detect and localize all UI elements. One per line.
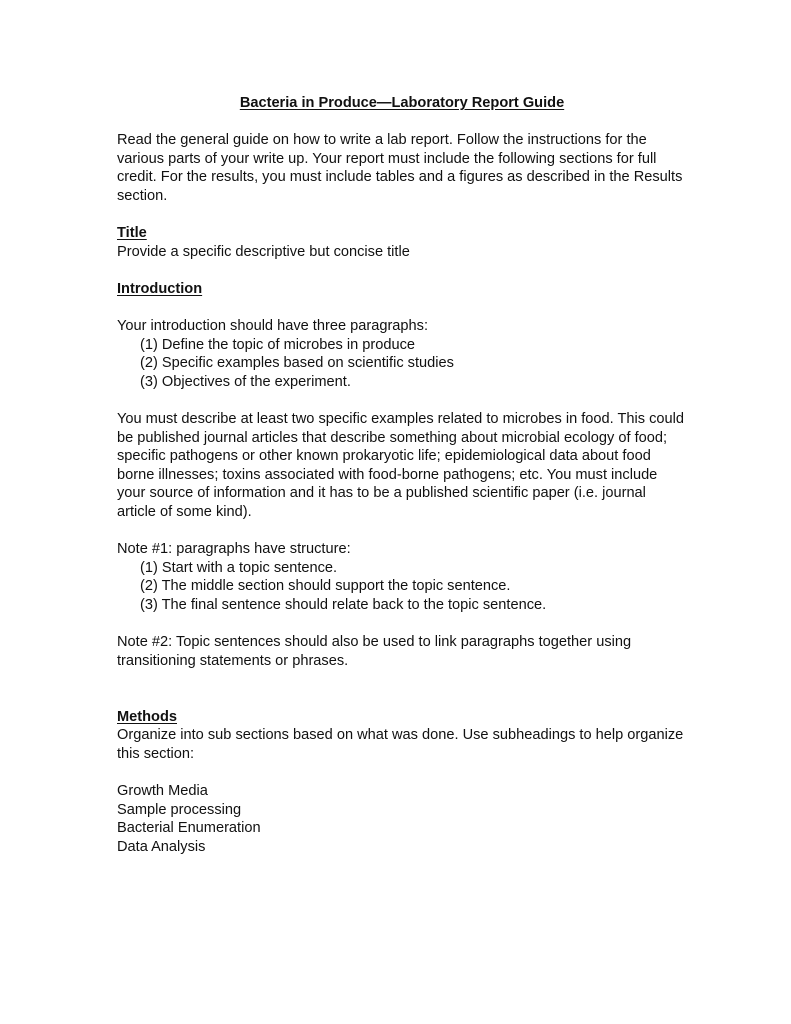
examples-paragraph: You must describe at least two specific examples related to microbes in food. This could be published journal articles that describe something about microbial ecology of food; specific pathogens or other known prokaryotic life; epidemiological data about food borne illnesses; toxins associated with food-borne pathogens; etc. You must include your source of information and it has to be a published scientific paper (i.e. journal article of some kind). bbox=[117, 411, 685, 521]
note1-lead: Note #1: paragraphs have structure: bbox=[117, 541, 351, 558]
methods-heading: Methods bbox=[117, 708, 177, 725]
document-title: Bacteria in Produce—Laboratory Report Guide bbox=[239, 95, 565, 111]
title-section-text: Provide a specific descriptive but concise title bbox=[117, 243, 410, 260]
methods-subsection: Data Analysis bbox=[117, 838, 206, 855]
introduction-section bbox=[117, 280, 687, 670]
spacer bbox=[117, 299, 687, 318]
spacer bbox=[117, 763, 687, 782]
note1-list-item: (2) The middle section should support the topic sentence. bbox=[140, 578, 511, 595]
title-section-heading: Title bbox=[117, 225, 147, 242]
methods-section bbox=[117, 708, 687, 857]
methods-subsection: Sample processing bbox=[117, 801, 242, 818]
spacer bbox=[117, 670, 687, 689]
document-page bbox=[117, 94, 687, 856]
methods-subsection: Bacterial Enumeration bbox=[117, 820, 261, 837]
methods-text: Organize into sub sections based on what was done. Use subheadings to help organize this section: bbox=[117, 727, 684, 762]
title-section bbox=[117, 224, 687, 261]
spacer bbox=[117, 261, 687, 280]
spacer bbox=[117, 689, 687, 708]
spacer bbox=[117, 615, 687, 634]
introduction-lead: Your introduction should have three paragraphs: bbox=[117, 318, 429, 335]
spacer bbox=[117, 206, 687, 225]
spacer bbox=[117, 522, 687, 541]
introduction-heading: Introduction bbox=[117, 280, 203, 297]
note2-paragraph: Note #2: Topic sentences should also be used to link paragraphs together using transitioning statements or phrases. bbox=[117, 634, 632, 669]
methods-subsection: Growth Media bbox=[117, 782, 208, 799]
introduction-list-item: (1) Define the topic of microbes in produce bbox=[140, 336, 415, 353]
introduction-list-item: (2) Specific examples based on scientific studies bbox=[140, 355, 454, 372]
spacer bbox=[117, 392, 687, 411]
intro-instructions-paragraph: Read the general guide on how to write a lab report. Follow the instructions for the various parts of your write up. Your report must include the following sections for full credit. For the results, you must include tables and a figures as described in the Results section. bbox=[117, 132, 683, 204]
note1-list-item: (3) The final sentence should relate back to the topic sentence. bbox=[140, 597, 547, 614]
note1-list-item: (1) Start with a topic sentence. bbox=[140, 559, 338, 576]
introduction-list-item: (3) Objectives of the experiment. bbox=[140, 373, 351, 390]
